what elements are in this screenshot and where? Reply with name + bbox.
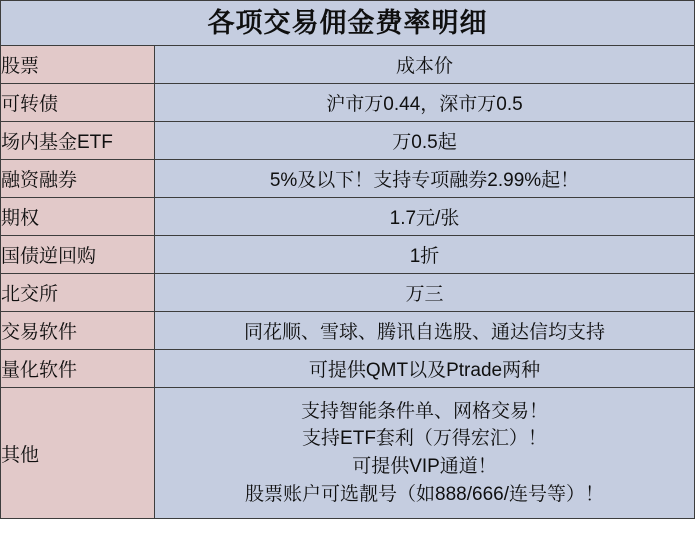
row-label-trading-software: 交易软件 <box>1 312 155 350</box>
table-row <box>1 46 695 84</box>
row-value-bse: 万三 <box>155 274 695 312</box>
row-label-quant-software: 量化软件 <box>1 350 155 388</box>
row-value-quant-software: 可提供QMT以及Ptrade两种 <box>155 350 695 388</box>
row-label-margin-financing: 融资融券 <box>1 160 155 198</box>
row-label-reverse-repo: 国债逆回购 <box>1 236 155 274</box>
other-line-3: 可提供VIP通道！ <box>352 456 497 477</box>
other-line-1: 支持智能条件单、网格交易！ <box>300 400 548 422</box>
row-value-reverse-repo: 1折 <box>155 236 695 274</box>
table-row <box>1 84 695 122</box>
row-value-other <box>155 388 695 519</box>
table-row <box>1 160 695 198</box>
table-row <box>1 198 695 236</box>
row-label-etf: 场内基金ETF <box>1 122 155 160</box>
page-title: 各项交易佣金费率明细 <box>1 1 695 46</box>
row-value-options: 1.7元/张 <box>155 198 695 236</box>
table-row <box>1 312 695 350</box>
table-row <box>1 350 695 388</box>
row-value-trading-software: 同花顺、雪球、腾讯自选股、通达信均支持 <box>155 312 695 350</box>
row-label-convertible-bond: 可转债 <box>1 84 155 122</box>
other-line-2: 支持ETF套利（万得宏汇）！ <box>302 428 547 450</box>
table-row-other <box>1 388 695 519</box>
other-line-4: 股票账户可选靓号（如888/666/连号等）！ <box>245 483 604 505</box>
row-value-stock: 成本价 <box>155 46 695 84</box>
row-value-margin-financing: 5%及以下！支持专项融券2.99%起！ <box>155 160 695 198</box>
row-label-stock: 股票 <box>1 46 155 84</box>
table-title-row <box>1 1 695 46</box>
row-value-convertible-bond: 沪市万0.44，深市万0.5 <box>155 84 695 122</box>
table-row <box>1 236 695 274</box>
row-label-other: 其他 <box>1 388 155 519</box>
row-value-etf: 万0.5起 <box>155 122 695 160</box>
row-label-bse: 北交所 <box>1 274 155 312</box>
table-row <box>1 274 695 312</box>
row-label-options: 期权 <box>1 198 155 236</box>
table-row <box>1 122 695 160</box>
